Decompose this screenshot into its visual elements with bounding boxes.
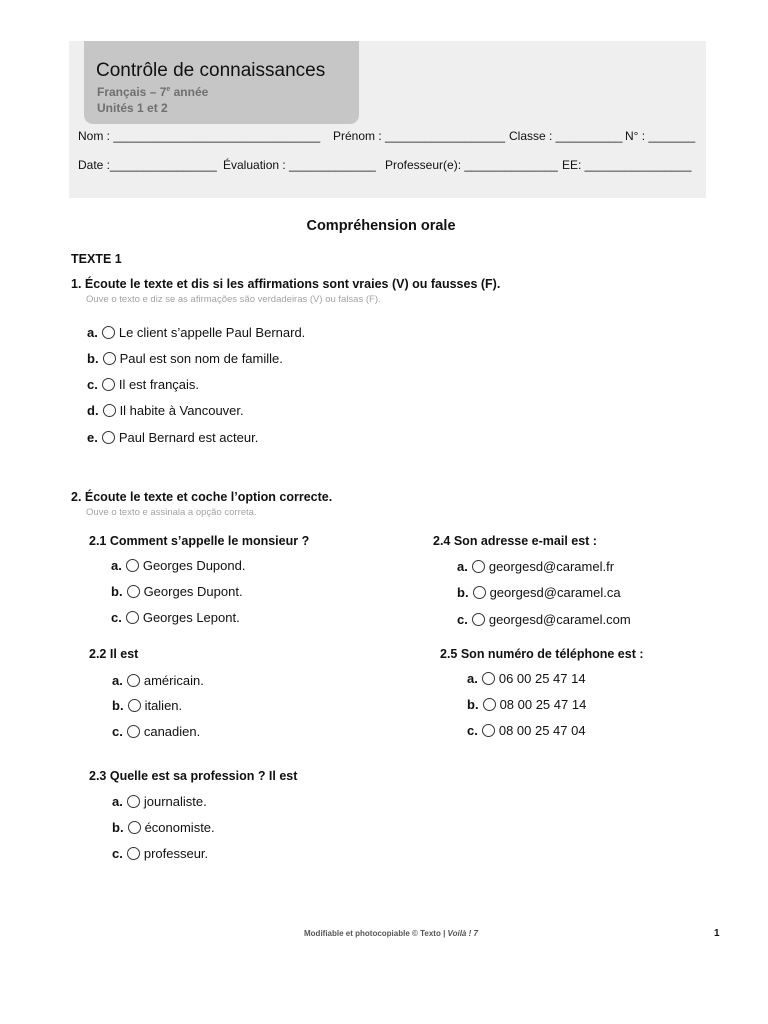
- classe-field[interactable]: Classe : __________: [509, 129, 623, 143]
- radio-circle[interactable]: [473, 586, 486, 599]
- item-text: Paul Bernard est acteur.: [118, 430, 259, 445]
- date-field[interactable]: Date :________________: [78, 158, 217, 172]
- prenom-field[interactable]: Prénom : __________________: [333, 129, 506, 143]
- page-number: 1: [714, 928, 720, 939]
- q2-1-item-a: [111, 558, 245, 573]
- item-text: georgesd@caramel.ca: [489, 585, 621, 600]
- q1-item-b: [87, 351, 283, 366]
- item-letter: c.: [111, 610, 122, 625]
- radio-circle[interactable]: [127, 674, 140, 687]
- q2-3-item-b: [112, 820, 215, 835]
- radio-circle[interactable]: [127, 725, 140, 738]
- q2-5-item-a: [467, 671, 586, 686]
- q2-hint: Ouve o texto e assinala a opção correta.: [86, 507, 257, 518]
- doc-subject: Français – 7e année: [97, 85, 209, 99]
- q2-2-item-b: [112, 698, 182, 713]
- item-letter: b.: [112, 698, 124, 713]
- section-title: Compréhension orale: [306, 218, 456, 234]
- item-text: Georges Lepont.: [142, 610, 240, 625]
- item-text: Georges Dupond.: [142, 558, 246, 573]
- q2-5-item-c: [467, 723, 586, 738]
- radio-circle[interactable]: [472, 613, 485, 626]
- radio-circle[interactable]: [128, 821, 141, 834]
- q2-4-item-a: [457, 559, 614, 574]
- doc-title: Contrôle de connaissances: [96, 60, 326, 81]
- q1-item-a: [87, 325, 305, 340]
- radio-circle[interactable]: [103, 352, 116, 365]
- numero-field[interactable]: N° : _______: [625, 129, 696, 143]
- radio-circle[interactable]: [472, 560, 485, 573]
- item-text: canadien.: [143, 724, 201, 739]
- item-text: journaliste.: [143, 794, 207, 809]
- q2-2-title: 2.2 Il est: [89, 647, 139, 661]
- item-text: Il est français.: [118, 377, 200, 392]
- q2-3-item-c: [112, 846, 208, 861]
- q2-5-title: 2.5 Son numéro de téléphone est :: [440, 647, 644, 661]
- item-letter: d.: [87, 403, 99, 418]
- q2-1-item-c: [111, 610, 240, 625]
- item-letter: b.: [457, 585, 469, 600]
- item-letter: c.: [112, 724, 123, 739]
- radio-circle[interactable]: [102, 378, 115, 391]
- radio-circle[interactable]: [102, 431, 115, 444]
- radio-circle[interactable]: [127, 585, 140, 598]
- item-letter: a.: [112, 673, 123, 688]
- radio-circle[interactable]: [482, 724, 495, 737]
- item-text: georgesd@caramel.com: [488, 612, 631, 627]
- radio-circle[interactable]: [126, 611, 139, 624]
- item-text: économiste.: [144, 820, 215, 835]
- radio-circle[interactable]: [482, 672, 495, 685]
- item-text: georgesd@caramel.fr: [488, 559, 615, 574]
- radio-circle[interactable]: [483, 698, 496, 711]
- item-letter: b.: [87, 351, 99, 366]
- item-text: italien.: [144, 698, 183, 713]
- item-letter: c.: [112, 846, 123, 861]
- q2-3-item-a: [112, 794, 207, 809]
- q2-4-item-c: [457, 612, 631, 627]
- q2-2-item-a: [112, 673, 204, 688]
- texte-label: TEXTE 1: [71, 252, 122, 266]
- radio-circle[interactable]: [127, 847, 140, 860]
- item-letter: b.: [111, 584, 123, 599]
- item-letter: a.: [111, 558, 122, 573]
- item-text: Il habite à Vancouver.: [119, 403, 244, 418]
- q1-item-d: [87, 403, 244, 418]
- item-letter: e.: [87, 430, 98, 445]
- item-text: professeur.: [143, 846, 209, 861]
- radio-circle[interactable]: [126, 559, 139, 572]
- radio-circle[interactable]: [128, 699, 141, 712]
- footer-credit: Modifiable et photocopiable © Texto | Voilà ! 7: [304, 929, 478, 938]
- item-text: Paul est son nom de famille.: [119, 351, 283, 366]
- q1-item-e: [87, 430, 258, 445]
- professeur-field[interactable]: Professeur(e): ______________: [385, 158, 558, 172]
- item-text: 08 00 25 47 14: [499, 697, 587, 712]
- q1-item-c: [87, 377, 199, 392]
- ee-field[interactable]: EE: ________________: [562, 158, 692, 172]
- item-text: américain.: [143, 673, 204, 688]
- q1-title: 1. Écoute le texte et dis si les affirmations sont vraies (V) ou fausses (F).: [71, 277, 501, 291]
- item-text: Georges Dupont.: [143, 584, 243, 599]
- item-letter: c.: [457, 612, 468, 627]
- q2-4-item-b: [457, 585, 621, 600]
- nom-field[interactable]: Nom : _______________________________: [78, 129, 321, 143]
- item-letter: c.: [87, 377, 98, 392]
- radio-circle[interactable]: [102, 326, 115, 339]
- evaluation-field[interactable]: Évaluation : _____________: [223, 158, 376, 172]
- q2-title: 2. Écoute le texte et coche l’option correcte.: [71, 490, 333, 504]
- q2-1-title: 2.1 Comment s’appelle le monsieur ?: [89, 534, 310, 548]
- item-letter: b.: [467, 697, 479, 712]
- item-letter: a.: [112, 794, 123, 809]
- radio-circle[interactable]: [127, 795, 140, 808]
- item-letter: b.: [112, 820, 124, 835]
- q2-4-title: 2.4 Son adresse e-mail est :: [433, 534, 597, 548]
- item-text: 06 00 25 47 14: [498, 671, 586, 686]
- item-text: Le client s’appelle Paul Bernard.: [118, 325, 306, 340]
- q2-1-item-b: [111, 584, 243, 599]
- item-letter: a.: [467, 671, 478, 686]
- item-letter: a.: [457, 559, 468, 574]
- q1-hint: Ouve o texto e diz se as afirmações são verdadeiras (V) ou falsas (F).: [86, 294, 381, 305]
- doc-units: Unités 1 et 2: [97, 101, 168, 115]
- q2-3-title: 2.3 Quelle est sa profession ? Il est: [89, 769, 298, 783]
- q2-5-item-b: [467, 697, 586, 712]
- item-text: 08 00 25 47 04: [498, 723, 586, 738]
- q2-2-item-c: [112, 724, 200, 739]
- item-letter: c.: [467, 723, 478, 738]
- item-letter: a.: [87, 325, 98, 340]
- radio-circle[interactable]: [103, 404, 116, 417]
